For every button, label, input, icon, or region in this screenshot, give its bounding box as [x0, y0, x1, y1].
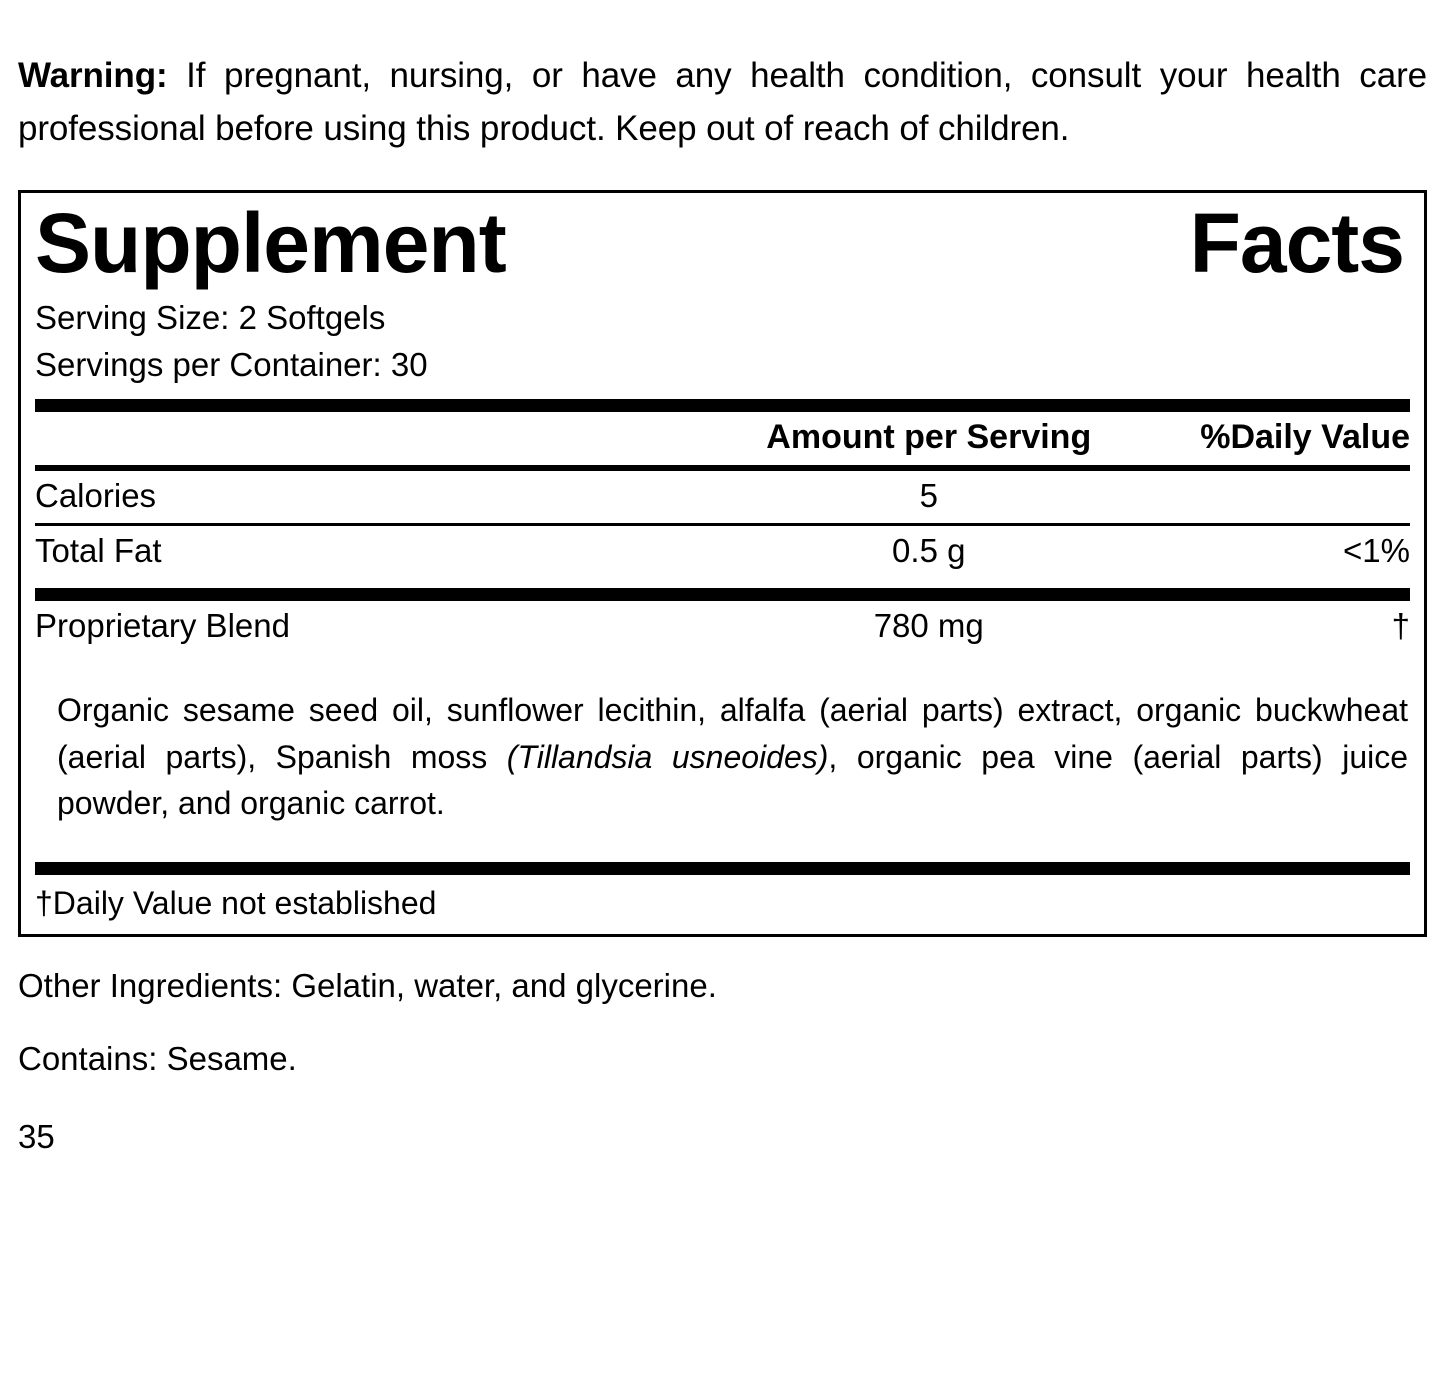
table-row-total-fat — [35, 526, 1410, 578]
row-dv-total-fat: <1% — [1343, 532, 1410, 570]
row-dv-blend: † — [1391, 607, 1410, 645]
blend-ingredient-list — [35, 685, 1410, 830]
row-amount-total-fat: 0.5 g — [892, 532, 966, 570]
warning-body: If pregnant, nursing, or have any health condition, consult your health care professional before using this product. Keep out of reach of children. — [18, 56, 1427, 149]
daily-value-footnote: †Daily Value not established — [35, 885, 437, 922]
proprietary-blend-row — [35, 601, 1410, 653]
row-dv-calories — [1176, 471, 1410, 523]
table-row-calories — [35, 471, 1410, 523]
warning-text — [18, 35, 1427, 155]
nutrition-table — [35, 412, 1410, 465]
supplement-label-page — [0, 35, 1445, 1385]
divider-thick-top — [35, 399, 1410, 412]
supplement-facts-title — [35, 196, 1410, 291]
supplement-facts-panel — [18, 190, 1427, 937]
servings-per-container: Servings per Container: 30 — [35, 346, 428, 384]
page-number: 35 — [18, 1117, 55, 1155]
blend-desc-part1: Organic sesame seed oil, sunflower lecithin, alfalfa (aerial parts) extract, organic buckwheat (aerial parts), Spanish moss — [57, 692, 1408, 775]
header-daily-value: %Daily Value — [1200, 418, 1410, 457]
row-name-total-fat: Total Fat — [35, 532, 162, 570]
blend-desc-part2: , organic pea vine (aerial parts) juice powder, and organic carrot. — [57, 738, 1409, 822]
row-name-blend: Proprietary Blend — [35, 607, 290, 645]
row-amount-calories: 5 — [919, 477, 938, 515]
nutrition-rows-2 — [35, 526, 1410, 578]
row-amount-blend: 780 mg — [873, 607, 984, 645]
contains-allergens: Contains: Sesame. — [18, 1039, 297, 1077]
header-amount-per-serving: Amount per Serving — [766, 418, 1092, 457]
divider-thick-middle — [35, 588, 1410, 601]
divider-thick-bottom — [35, 862, 1410, 875]
blend-desc-latin-name: (Tillandsia usneoides) — [506, 738, 829, 775]
title-word-facts: Facts — [1189, 196, 1404, 291]
title-word-supplement: Supplement — [35, 196, 506, 291]
warning-label: Warning: — [18, 56, 168, 95]
nutrition-rows — [35, 471, 1410, 523]
serving-size: Serving Size: 2 Softgels — [35, 298, 386, 336]
other-ingredients: Other Ingredients: Gelatin, water, and glycerine. — [18, 967, 717, 1005]
row-name-calories: Calories — [35, 477, 157, 515]
header-blank — [35, 412, 681, 465]
table-header-row — [35, 412, 1410, 465]
table-row-blend — [35, 601, 1410, 653]
